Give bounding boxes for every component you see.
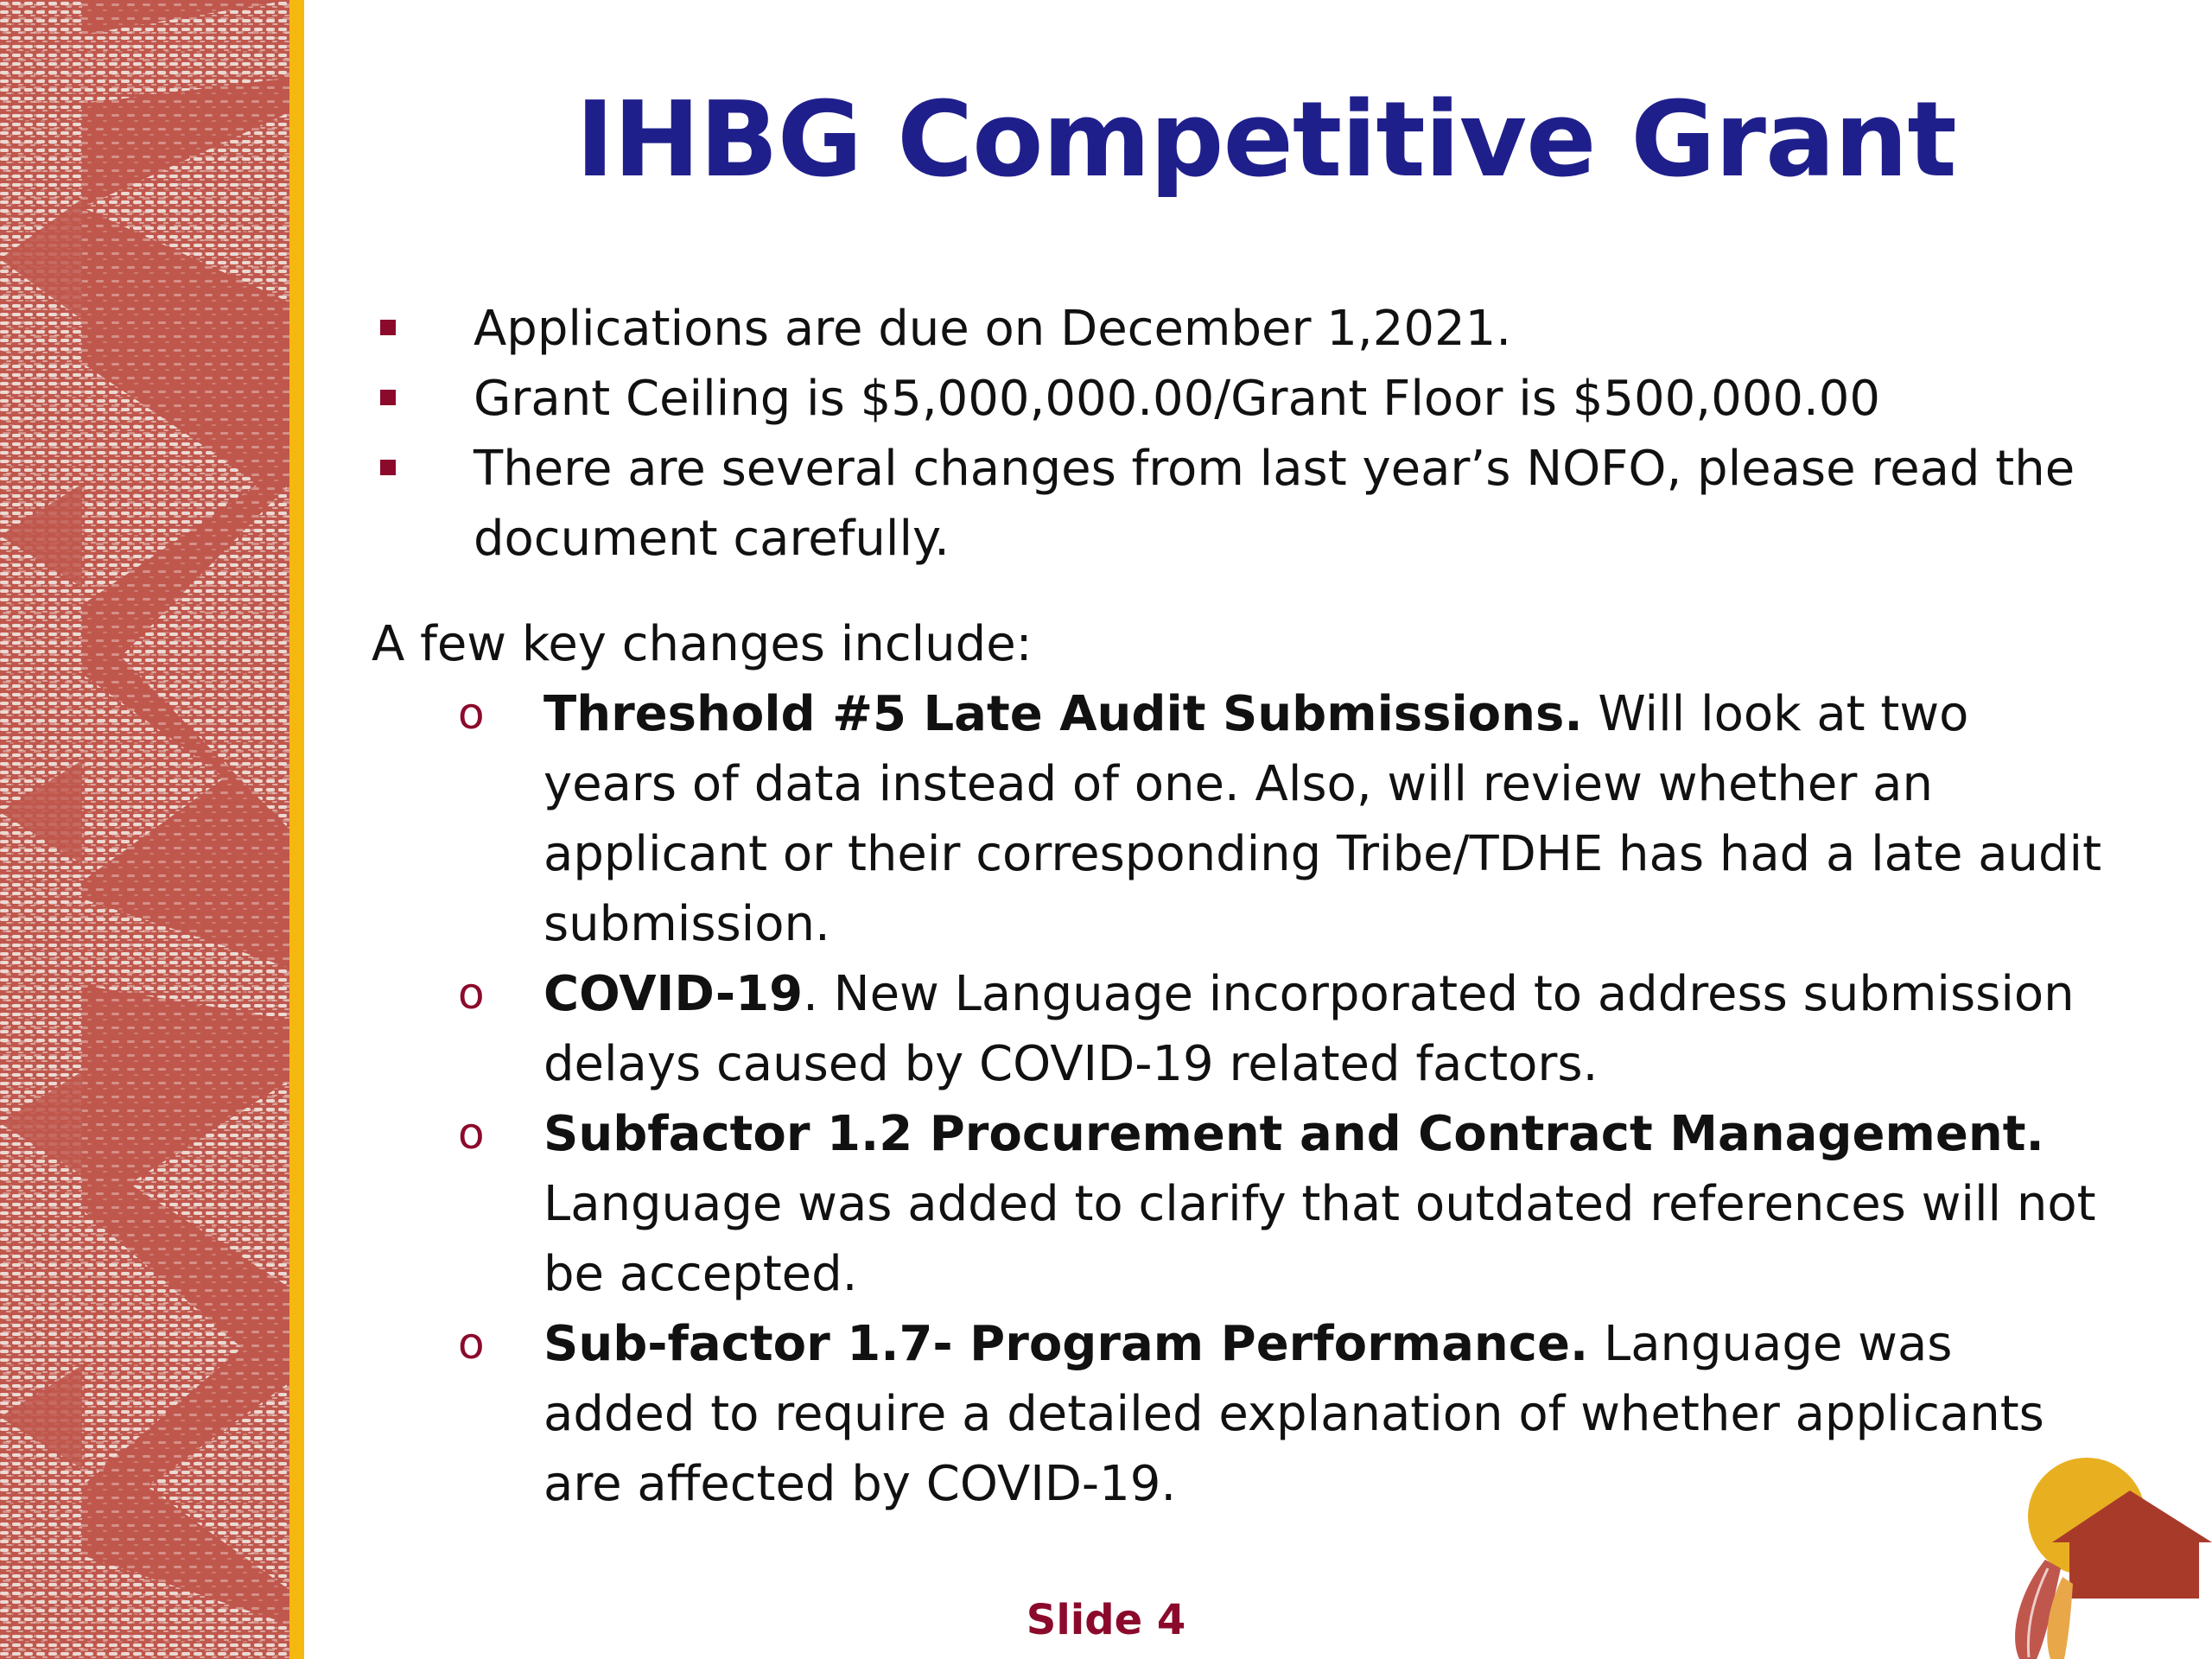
square-bullet-icon [380,320,396,335]
sun-house-feather-logo [2000,1447,2212,1659]
bullet-text: Grant Ceiling is $5,000,000.00/Grant Floor is $500,000.00 [474,371,1881,427]
main-bullet-list [372,294,2108,574]
slide-title: IHBG Competitive Grant [575,80,1956,200]
list-item [372,679,2108,959]
woven-pattern-band [0,0,289,1659]
circle-bullet-icon: o [458,969,485,1019]
change-text: Will look at two years of data instead of one. Also, will review whether an applicant or their corresponding Tribe/TDHE has had a late audit submission. [543,686,2102,952]
circle-bullet-icon: o [458,689,485,739]
list-item [372,364,2108,434]
bullet-text: Applications are due on December 1,2021. [474,301,1512,357]
change-text: Language was added to clarify that outdated references will not be accepted. [543,1176,2096,1302]
list-item [372,959,2108,1099]
list-item [372,434,2108,574]
change-heading: Sub-factor 1.7- Program Performance. [543,1316,1589,1372]
bullet-text: There are several changes from last year’s NOFO, please read the document carefully. [474,441,2075,567]
change-heading: Subfactor 1.2 Procurement and Contract Management. [543,1106,2044,1162]
list-item [372,294,2108,364]
square-bullet-icon [380,390,396,405]
change-heading: Threshold #5 Late Audit Submissions. [543,686,1583,742]
key-changes-list [372,679,2108,1519]
square-bullet-icon [380,460,396,475]
slide-number: Slide 4 [1026,1596,1186,1644]
key-changes-intro: A few key changes include: [372,616,1033,672]
list-item [372,1099,2108,1309]
change-text: . New Language incorporated to address submission delays caused by COVID-19 related factors. [543,966,2075,1092]
circle-bullet-icon: o [458,1319,485,1369]
list-item [372,1309,2108,1519]
slide-body [372,294,2108,1519]
circle-bullet-icon: o [458,1109,485,1159]
change-heading: COVID-19 [543,966,804,1022]
gold-stripe [289,0,304,1659]
change-text: Language was added to require a detailed explanation of whether applicants are affected by COVID-19. [543,1316,2044,1512]
